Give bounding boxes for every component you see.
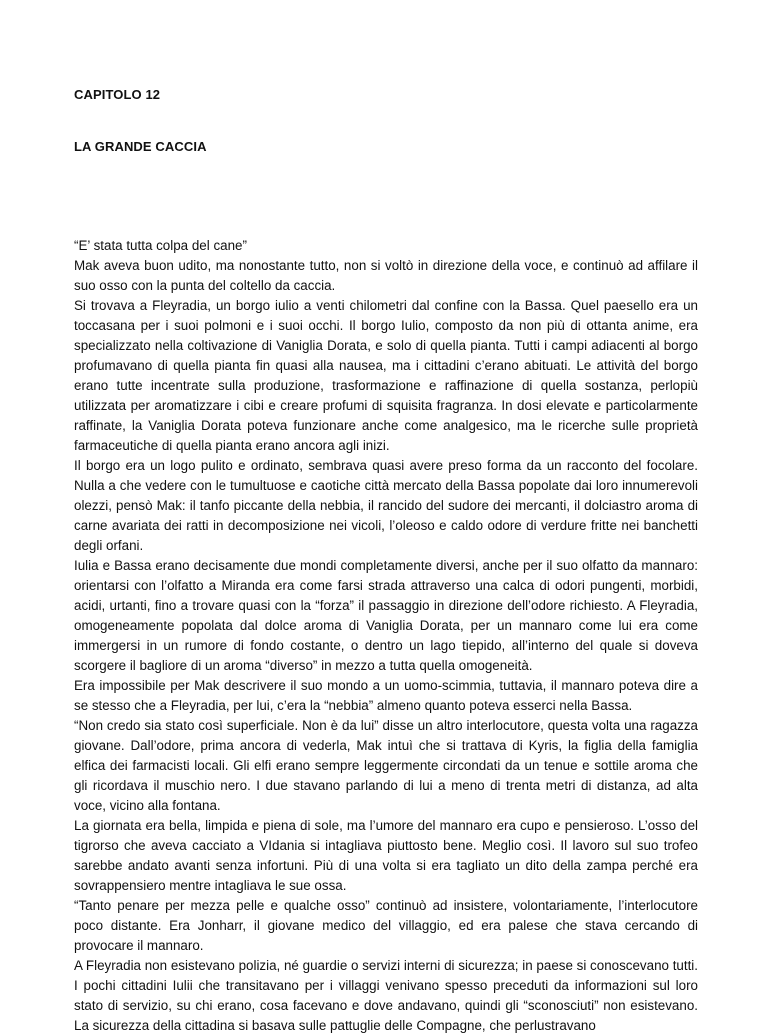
paragraph: “Non credo sia stato così superficiale. Non è da lui” disse un altro interlocutore, questa volta una ragazza giovane. Dall’odore, prima ancora di vederla, Mak intuì che si trattava di Kyris, la figlia della famiglia elfica dei farmacisti locali. Gli elfi erano sempre leggermente circondati da un tenue e sottile aroma che gli ricordava il muschio nero. I due stavano parlando di lui a meno di trenta metri di distanza, ad alta voce, vicino alla fontana. — [74, 718, 698, 813]
paragraph: “Tanto penare per mezza pelle e qualche osso” continuò ad insistere, volontariamente, l’interlocutore poco distante. Era Jonharr, il giovane medico del villaggio, ed era palese che stava cercando di provocare il mannaro. — [74, 898, 698, 953]
body-text — [74, 236, 698, 1036]
paragraph: Era impossibile per Mak descrivere il suo mondo a un uomo-scimmia, tuttavia, il mannaro poteva dire a se stesso che a Fleyradia, per lui, c’era la “nebbia” almeno quanto poteva esserci nella Bassa. — [74, 678, 698, 713]
chapter-heading: CAPITOLO 12 — [74, 87, 161, 102]
paragraph: Si trovava a Fleyradia, un borgo iulio a venti chilometri dal confine con la Bassa. Quel paesello era un toccasana per i suoi polmoni e i suoi occhi. Il borgo Iulio, composto da non più di ottanta anime, era specializzato nella coltivazione di Vaniglia Dorata, e solo di quella pianta. Tutti i campi adiacenti al borgo profumavano di quella pianta fin quasi alla nausea, ma i cittadini c’erano abituati. Le attività del borgo erano tutte incentrate sulla produzione, trasformazione e raffinazione di quella sostanza, perlopiù utilizzata per aromatizzare i cibi e creare profumi di squisita fragranza. In dosi elevate e particolarmente raffinate, la Vaniglia Dorata poteva funzionare anche come analgesico, ma le ricerche sulle proprietà farmaceutiche di quella pianta erano ancora agli inizi. — [74, 298, 698, 453]
paragraph: Il borgo era un logo pulito e ordinato, sembrava quasi avere preso forma da un racconto del focolare. Nulla a che vedere con le tumultuose e caotiche città mercato della Bassa popolate dai loro innumerevoli olezzi, pensò Mak: il tanfo piccante della nebbia, il rancido del sudore dei mercanti, il dolciastro aroma di carne avariata dei ratti in decomposizione nei vicoli, l’oleoso e caldo odore di verdure fritte nei banchetti degli orfani. — [74, 458, 698, 553]
paragraph: Iulia e Bassa erano decisamente due mondi completamente diversi, anche per il suo olfatto da mannaro: orientarsi con l’olfatto a Miranda era come farsi strada attraverso una calca di odori pungenti, morbidi, acidi, urtanti, fino a trovare quasi con la “forza” il passaggio in direzione dell’odore richiesto. A Fleyradia, omogeneamente popolata dal dolce aroma di Vaniglia Dorata, per un mannaro come lui era come immergersi in un rumore di fondo costante, o dentro un lago tiepido, all’interno del quale si doveva scorgere il bagliore di un aroma “diverso” in mezzo a tutta quella omogeneità. — [74, 558, 698, 673]
paragraph: A Fleyradia non esistevano polizia, né guardie o servizi interni di sicurezza; in paese si conoscevano tutti. I pochi cittadini Iulii che transitavano per i villaggi venivano spesso preceduti da informazioni sul loro stato di servizio, su chi erano, cosa facevano e dove andavano, quindi gli “sconosciuti” non esistevano. La sicurezza della cittadina si basava sulle pattuglie delle Compagne, che perlustravano — [74, 958, 698, 1033]
paragraph: Mak aveva buon udito, ma nonostante tutto, non si voltò in direzione della voce, e continuò ad affilare il suo osso con la punta del coltello da caccia. — [74, 258, 698, 293]
paragraph: La giornata era bella, limpida e piena di sole, ma l’umore del mannaro era cupo e pensieroso. L’osso del tigrorso che aveva cacciato a VIdania si intagliava piuttosto bene. Meglio così. Il lavoro sul suo trofeo sarebbe andato avanti senza infortuni. Più di una volta si era tagliato un dito della zampa perché era sovrappensiero mentre intagliava le sue ossa. — [74, 818, 698, 893]
chapter-title: LA GRANDE CACCIA — [74, 139, 207, 154]
paragraph: “E’ stata tutta colpa del cane” — [74, 238, 247, 253]
